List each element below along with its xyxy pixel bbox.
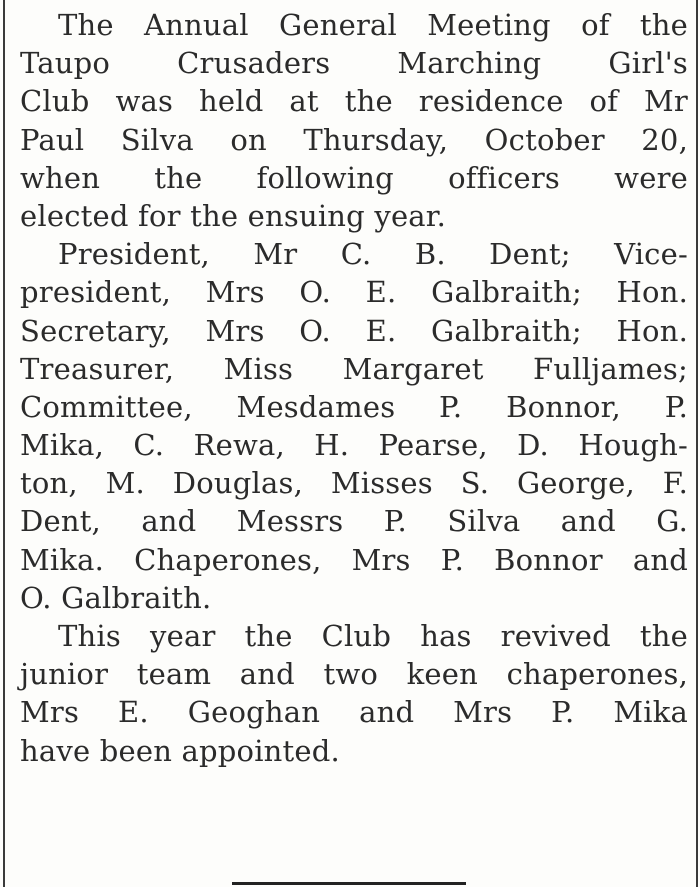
article-end-rule [232, 882, 466, 885]
text-line: Mrs E. Geoghan and Mrs P. Mika [20, 695, 688, 730]
text-line: president, Mrs O. E. Galbraith; Hon. [20, 275, 688, 310]
text-line: have been appointed. [20, 733, 340, 768]
article-body [20, 6, 688, 770]
text-line: Dent, and Messrs P. Silva and G. [20, 504, 688, 539]
paragraph-meeting [20, 6, 688, 235]
text-line: The Annual General Meeting of the [58, 8, 688, 42]
text-line: ton, M. Douglas, Misses S. George, F. [20, 466, 688, 501]
text-line: Taupo Crusaders Marching Girl's [20, 46, 688, 81]
text-line: Paul Silva on Thursday, October 20, [20, 122, 688, 157]
text-line: Mika. Chaperones, Mrs P. Bonnor and [20, 542, 688, 577]
text-line: elected for the ensuing year. [20, 198, 447, 233]
text-line: O. Galbraith. [20, 580, 212, 615]
paragraph-officers [20, 235, 688, 617]
text-line: Club was held at the residence of Mr [20, 84, 688, 119]
text-line: when the following officers were [20, 160, 688, 195]
text-line: junior team and two keen chaperones, [20, 657, 688, 692]
column-rule-left [3, 0, 5, 887]
column-rule-right [696, 0, 698, 887]
text-line: This year the Club has revived the [58, 619, 688, 653]
paragraph-junior-team [20, 617, 688, 770]
text-line: President, Mr C. B. Dent; Vice- [58, 237, 688, 272]
text-line: Mika, C. Rewa, H. Pearse, D. Hough- [20, 428, 688, 463]
text-line: Treasurer, Miss Margaret Fulljames; [20, 351, 688, 386]
text-line: Committee, Mesdames P. Bonnor, P. [20, 389, 688, 424]
text-line: Secretary, Mrs O. E. Galbraith; Hon. [20, 313, 688, 348]
